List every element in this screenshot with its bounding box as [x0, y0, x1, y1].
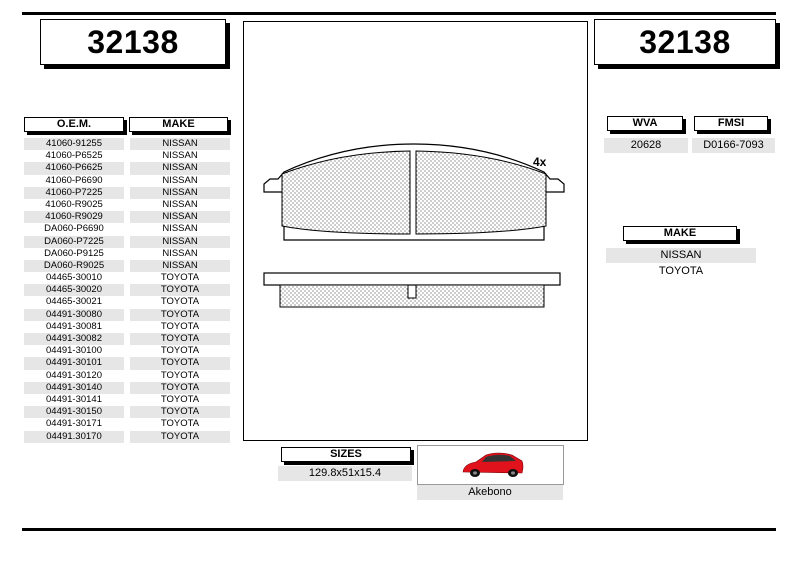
top-rule	[22, 12, 776, 15]
oem-number: 04491-30120	[46, 369, 102, 381]
oem-number: 04491-30080	[24, 309, 124, 321]
oem-row	[24, 162, 230, 174]
oem-make: TOYOTA	[130, 309, 230, 321]
wva-header: WVA	[607, 116, 683, 131]
oem-make: NISSAN	[162, 150, 198, 162]
bottom-rule	[22, 528, 776, 531]
oem-row	[24, 296, 230, 308]
oem-row	[24, 187, 230, 199]
oem-make: TOYOTA	[160, 345, 200, 357]
oem-make: NISSAN	[162, 247, 198, 259]
oem-row	[24, 333, 230, 345]
oem-row	[24, 357, 230, 369]
oem-number: DA060-R9025	[24, 260, 124, 272]
oem-row	[24, 272, 230, 284]
quantity-label: 4x	[533, 155, 547, 169]
oem-row	[24, 199, 230, 211]
fmsi-header: FMSI	[694, 116, 768, 131]
oem-make: TOYOTA	[130, 357, 230, 369]
oem-make: TOYOTA	[130, 333, 230, 345]
oem-make: NISSAN	[130, 187, 230, 199]
oem-number: 41060-P7225	[24, 187, 124, 199]
oem-number: 41060-P6625	[24, 162, 124, 174]
oem-row	[24, 345, 230, 357]
oem-row	[24, 138, 230, 150]
sizes-value: 129.8x51x15.4	[278, 466, 412, 481]
oem-number: 41060-P6525	[45, 150, 103, 162]
side-view-backing-plate	[264, 273, 560, 285]
oem-row	[24, 394, 230, 406]
oem-row	[24, 431, 230, 443]
friction-pad-right	[416, 151, 546, 234]
oem-row	[24, 406, 230, 418]
oem-row	[24, 223, 230, 235]
oem-row	[24, 284, 230, 296]
oem-number: DA060-P7225	[24, 236, 124, 248]
right-make-toyota: TOYOTA	[658, 265, 704, 277]
car-photo	[417, 445, 564, 485]
oem-number: 04491.30170	[24, 431, 124, 443]
brake-pad-diagram	[244, 22, 587, 440]
oem-make: TOYOTA	[130, 382, 230, 394]
oem-number: 41060-R9029	[24, 211, 124, 223]
friction-pad-left	[282, 151, 410, 234]
oem-make: TOYOTA	[160, 393, 200, 405]
oem-make: NISSAN	[130, 138, 230, 150]
oem-number: 04491-30082	[24, 333, 124, 345]
make-header: MAKE	[129, 117, 228, 132]
oem-row	[24, 175, 230, 187]
oem-number: 04491-30101	[24, 357, 124, 369]
oem-number: 04491-30100	[46, 345, 102, 357]
oem-make: NISSAN	[130, 211, 230, 223]
oem-table	[24, 138, 230, 443]
oem-number: 04465-30021	[46, 296, 102, 308]
oem-make: TOYOTA	[130, 431, 230, 443]
oem-row	[24, 211, 230, 223]
oem-number: DA060-P6690	[44, 223, 104, 235]
oem-row	[24, 150, 230, 162]
oem-row	[24, 418, 230, 430]
oem-make: NISSAN	[162, 174, 198, 186]
oem-make: NISSAN	[130, 162, 230, 174]
oem-make: NISSAN	[162, 223, 198, 235]
oem-number: 41060-R9025	[45, 198, 103, 210]
side-view-friction	[280, 285, 544, 307]
oem-number: 04491-30140	[24, 382, 124, 394]
oem-make: TOYOTA	[160, 418, 200, 430]
oem-header: O.E.M.	[24, 117, 124, 132]
oem-make: TOYOTA	[130, 406, 230, 418]
oem-make: NISSAN	[162, 198, 198, 210]
oem-number: 41060-91255	[24, 138, 124, 150]
oem-row	[24, 248, 230, 260]
sizes-header: SIZES	[281, 447, 411, 462]
oem-row	[24, 370, 230, 382]
fmsi-value: D0166-7093	[692, 138, 775, 153]
car-image	[418, 446, 563, 484]
oem-make: TOYOTA	[160, 320, 200, 332]
right-make-header: MAKE	[623, 226, 737, 241]
oem-make: NISSAN	[130, 260, 230, 272]
oem-row	[24, 260, 230, 272]
oem-make: TOYOTA	[130, 284, 230, 296]
oem-row	[24, 236, 230, 248]
oem-row	[24, 321, 230, 333]
part-number-left: 32138	[40, 19, 226, 65]
brand-label: Akebono	[417, 485, 563, 500]
oem-make: TOYOTA	[160, 272, 200, 284]
oem-make: NISSAN	[130, 236, 230, 248]
oem-number: 04491-30150	[24, 406, 124, 418]
oem-row	[24, 382, 230, 394]
oem-number: 04491-30141	[46, 393, 102, 405]
oem-make: TOYOTA	[160, 369, 200, 381]
part-number-right: 32138	[594, 19, 776, 65]
oem-make: TOYOTA	[160, 296, 200, 308]
oem-number: 04465-30010	[46, 272, 102, 284]
oem-number: 41060-P6690	[45, 174, 103, 186]
right-make-nissan: NISSAN	[606, 248, 756, 263]
oem-number: 04465-30020	[24, 284, 124, 296]
oem-number: DA060-P9125	[44, 247, 104, 259]
oem-row	[24, 309, 230, 321]
brake-pad-drawing	[243, 21, 588, 441]
oem-number: 04491-30171	[46, 418, 102, 430]
oem-number: 04491-30081	[46, 320, 102, 332]
wva-value: 20628	[604, 138, 688, 153]
